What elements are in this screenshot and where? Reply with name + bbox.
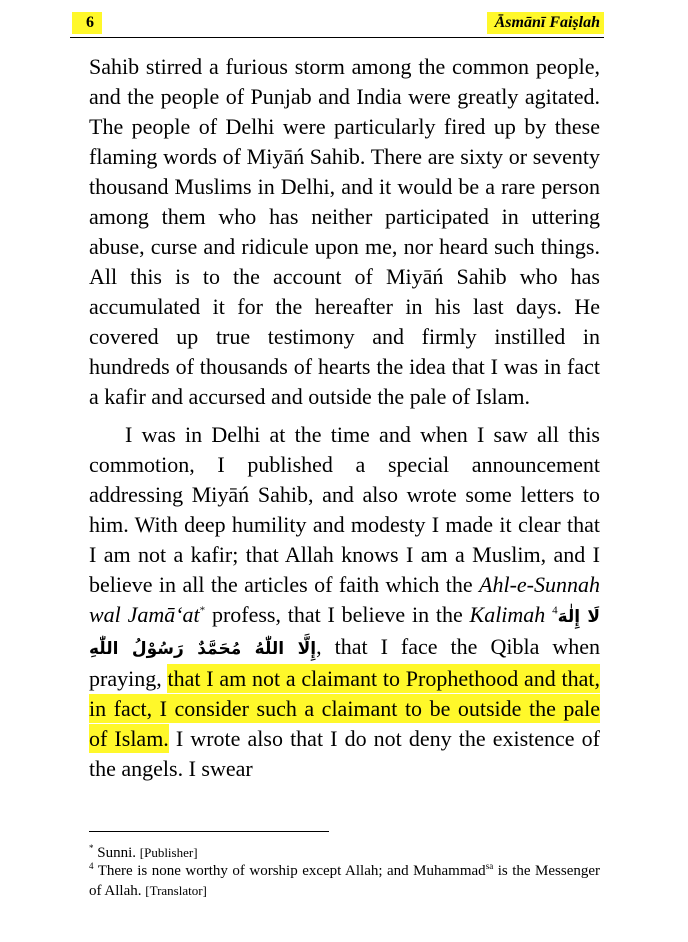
footnote-2-mark: 4 <box>89 861 94 871</box>
paragraph-2-part-4: I wrote also that I do not deny the existence of the angels. I swear <box>89 726 600 781</box>
ahl-term: Ahl-e-Sunnah wal Jamā‘at <box>89 572 600 627</box>
body-text <box>89 52 600 784</box>
footnote-divider <box>89 831 329 832</box>
footnote-1-mark: * <box>89 843 94 853</box>
footnote-2-text-a: There is none worthy of worship except Allah; and Muhammad <box>93 863 486 879</box>
footnote-2 <box>89 862 600 901</box>
footnote-2-tag: [Translator] <box>145 883 207 898</box>
arabic-kalimah: لَا إِلٰهَ إِلَّا اللّٰهُ مُحَمَّدٌ رَسُوْلُ اللّٰهِ <box>89 607 600 659</box>
paragraph-2-part-1: I was in Delhi at the time and when I saw all this commotion, I published a special announcement addressing Miyāń Sahib, and also wrote some letters to him. With deep humility and modesty I made it clear that I am not a kafir; that Allah knows I am a Muslim, and I believe in all the articles of faith which the <box>89 422 600 597</box>
paragraph-2 <box>89 420 600 784</box>
footnote-1-tag: [Publisher] <box>139 845 198 860</box>
running-title: Āsmānī Faiṣlah <box>487 12 604 34</box>
footnote-2-sup: sa <box>485 861 494 871</box>
paragraph-1: Sahib stirred a furious storm among the common people, and the people of Punjab and India were greatly agitated. The people of Delhi were particularly fired up by these flaming words of Miyāń Sahib. There are sixty or seventy thousand Muslims in Delhi, and it would be a rare person among them who has neither participated in uttering abuse, curse and ridicule upon me, nor heard such things. All this is to the account of Miyāń Sahib who has accumulated it for the hereafter in his last days. He covered up true testimony and firmly instilled in hundreds of thousands of hearts the idea that I was in fact a kafir and accursed and outside the pale of Islam. <box>89 54 600 409</box>
footnote-1-text: Sunni. <box>93 845 140 861</box>
kalimah-term: Kalimah <box>469 602 546 627</box>
paragraph-2-part-3: , that I face the Qibla when praying, <box>89 634 600 691</box>
footnote-1 <box>89 843 600 863</box>
page-number: 6 <box>72 12 102 34</box>
footnote-ref-4: 4 <box>552 604 558 617</box>
page-header <box>70 10 604 38</box>
paragraph-2-part-2: profess, that I believe in the <box>205 602 470 627</box>
footnote-2-text-b: is the Messenger of Allah. <box>89 863 601 899</box>
highlighted-text: that I am not a claimant to Prophethood and that, in fact, I consider such a claimant to be outside the pale of Islam. <box>89 666 601 751</box>
footnote-ref-star: * <box>199 604 206 617</box>
